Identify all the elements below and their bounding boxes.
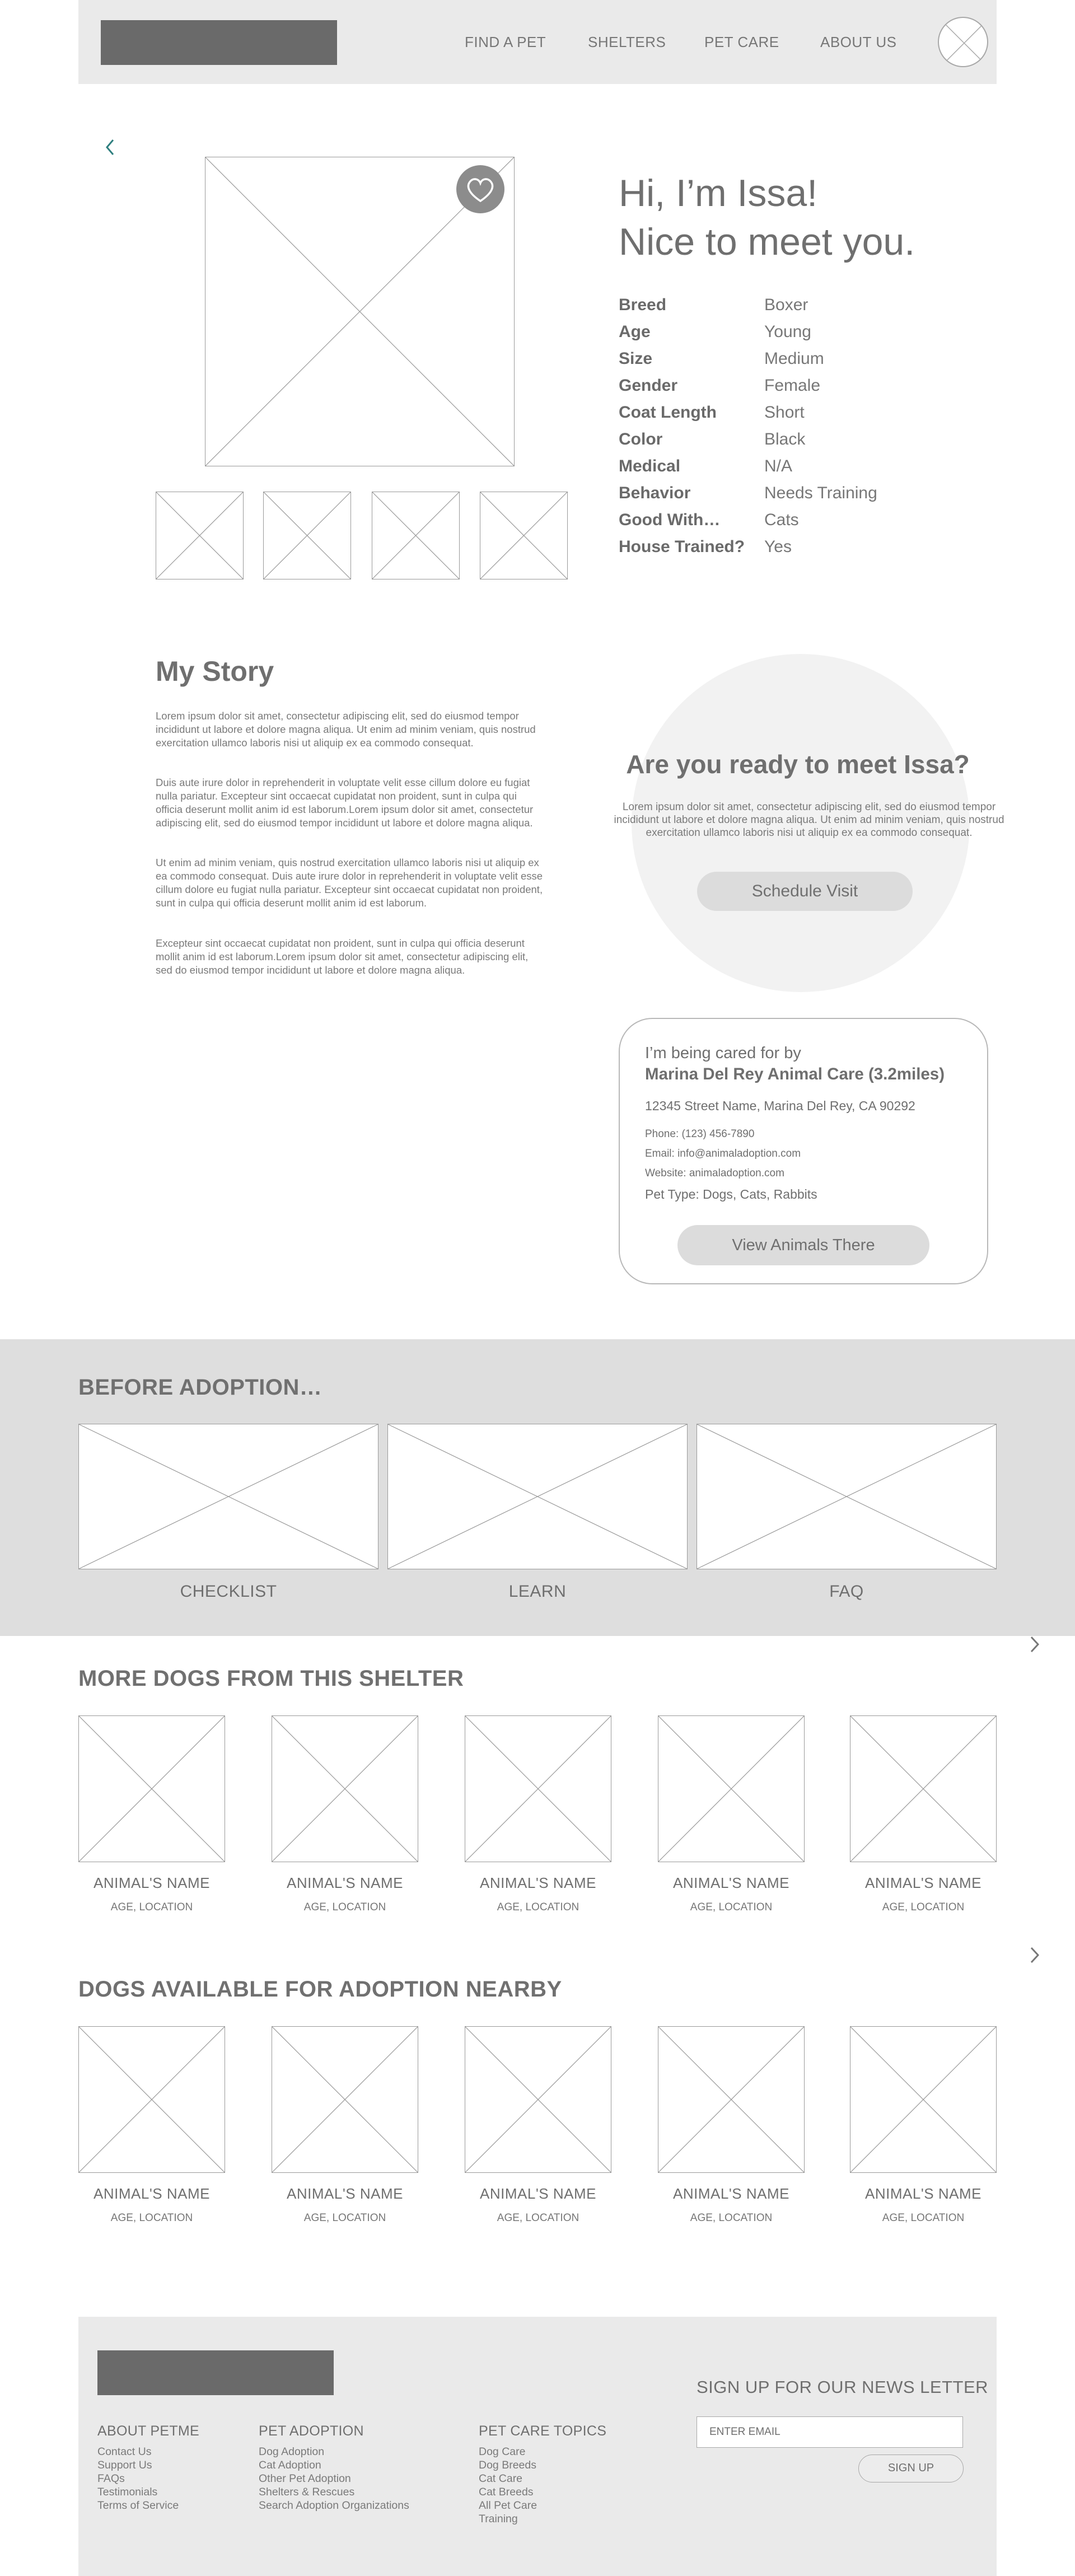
dog-card-image[interactable] xyxy=(78,2026,225,2173)
attr-label-color: Color xyxy=(619,430,663,448)
footer-column-title: PET CARE TOPICS xyxy=(479,2423,607,2439)
dog-card-name[interactable]: ANIMAL'S NAME xyxy=(480,1874,596,1891)
footer-link[interactable]: Dog Care xyxy=(479,2446,526,2458)
shelter-address: 12345 Street Name, Marina Del Rey, CA 90292 xyxy=(645,1098,915,1113)
footer-link[interactable]: Search Adoption Organizations xyxy=(259,2499,409,2512)
attr-value-breed: Boxer xyxy=(764,296,808,314)
footer-link[interactable]: Shelters & Rescues xyxy=(259,2486,355,2498)
story-paragraph: Lorem ipsum dolor sit amet, consectetur adipiscing elit, sed do eiusmod tempor incididunt ut labore et dolore magna aliqua. Ut enim ad minim veniam, quis nostrud exercitation ullamco laboris nisi ut aliquip ex ea commodo consequat. xyxy=(156,710,536,749)
footer-link[interactable]: Terms of Service xyxy=(97,2499,179,2512)
shelter-name[interactable]: Marina Del Rey Animal Care (3.2miles) xyxy=(645,1065,945,1083)
footer-logo[interactable] xyxy=(97,2350,334,2395)
dog-card-name[interactable]: ANIMAL'S NAME xyxy=(673,1874,789,1891)
nav-pet-care[interactable]: PET CARE xyxy=(704,34,779,50)
footer-links-care xyxy=(479,2445,537,2526)
attr-label-behavior: Behavior xyxy=(619,484,691,502)
footer-link[interactable]: All Pet Care xyxy=(479,2499,538,2512)
dog-card-name[interactable]: ANIMAL'S NAME xyxy=(287,1874,403,1891)
user-avatar[interactable] xyxy=(938,17,988,67)
footer-link[interactable]: FAQs xyxy=(97,2472,125,2485)
attr-label-coat-length: Coat Length xyxy=(619,403,717,422)
footer-links-adoption xyxy=(259,2445,409,2512)
dog-card-name[interactable]: ANIMAL'S NAME xyxy=(865,2185,981,2202)
site-header xyxy=(78,0,997,84)
checklist-link[interactable]: CHECKLIST xyxy=(180,1582,277,1601)
footer-link[interactable]: Support Us xyxy=(97,2459,152,2471)
pet-thumbnail[interactable] xyxy=(263,492,351,579)
attr-value-age: Young xyxy=(764,322,811,341)
dog-card-meta: AGE, LOCATION xyxy=(303,2212,386,2224)
shelter-intro: I’m being cared for by xyxy=(645,1044,801,1062)
attr-value-color: Black xyxy=(764,430,806,448)
footer-link[interactable]: Cat Care xyxy=(479,2472,523,2485)
dog-card-name[interactable]: ANIMAL'S NAME xyxy=(94,1874,210,1891)
learn-link[interactable]: LEARN xyxy=(508,1582,567,1601)
dog-card-image[interactable] xyxy=(465,2026,611,2173)
dog-card-meta: AGE, LOCATION xyxy=(690,1901,773,1913)
nearby-dogs-next-chevron-icon[interactable] xyxy=(1025,1941,1044,1969)
favorite-heart-icon[interactable] xyxy=(456,165,504,213)
footer-link[interactable]: Training xyxy=(479,2513,518,2525)
dog-card-name[interactable]: ANIMAL'S NAME xyxy=(480,2185,596,2202)
pet-thumbnail[interactable] xyxy=(156,492,244,579)
dog-card-meta: AGE, LOCATION xyxy=(497,2212,579,2224)
dog-card-name[interactable]: ANIMAL'S NAME xyxy=(865,1874,981,1891)
dog-card-meta: AGE, LOCATION xyxy=(882,2212,965,2224)
dog-card-image[interactable] xyxy=(658,1715,805,1862)
footer-links-about xyxy=(97,2445,179,2512)
story-paragraph: Ut enim ad minim veniam, quis nostrud exercitation ullamco laboris nisi ut aliquip ex ea commodo consequat. Duis aute irure dolor in reprehenderit in voluptate velit esse cillum dolore eu fugiat nulla pariatur. Excepteur sint occaecat cupidatat non proident, sunt in culpa qui officia deserunt mollit anim id est laborum. xyxy=(156,857,543,909)
more-dogs-title: MORE DOGS FROM THIS SHELTER xyxy=(78,1666,464,1691)
pet-thumbnail[interactable] xyxy=(480,492,568,579)
footer-link[interactable]: Testimonials xyxy=(97,2486,158,2498)
nav-find-a-pet[interactable]: FIND A PET xyxy=(465,34,546,50)
before-adoption-title: BEFORE ADOPTION… xyxy=(78,1375,322,1400)
dog-card-meta: AGE, LOCATION xyxy=(497,1901,579,1913)
newsletter-email-input[interactable] xyxy=(697,2416,963,2448)
attr-value-gender: Female xyxy=(764,376,821,395)
attr-value-coat-length: Short xyxy=(764,403,805,422)
dog-card-meta: AGE, LOCATION xyxy=(110,1901,193,1913)
faq-link[interactable]: FAQ xyxy=(829,1582,864,1601)
footer-link[interactable]: Other Pet Adoption xyxy=(259,2472,351,2485)
attr-value-good-with: Cats xyxy=(764,511,799,529)
attr-value-size: Medium xyxy=(764,349,824,368)
dog-card-meta: AGE, LOCATION xyxy=(690,2212,773,2224)
attr-label-age: Age xyxy=(619,322,651,341)
footer-link[interactable]: Contact Us xyxy=(97,2446,152,2458)
footer-link[interactable]: Cat Adoption xyxy=(259,2459,321,2471)
footer-column-title: ABOUT PETME xyxy=(97,2423,200,2439)
attr-label-size: Size xyxy=(619,349,653,368)
nav-shelters[interactable]: SHELTERS xyxy=(588,34,666,50)
dog-card-image[interactable] xyxy=(272,1715,418,1862)
dog-card-image[interactable] xyxy=(658,2026,805,2173)
meet-description: Lorem ipsum dolor sit amet, consectetur adipiscing elit, sed do eiusmod tempor incididunt ut labore et dolore magna aliqua. Ut enim ad minim veniam, quis nostrud exercitation ullamco laboris nisi ut aliquip ex ea commodo consequat. xyxy=(614,801,1004,839)
dog-card-image[interactable] xyxy=(272,2026,418,2173)
dog-card-name[interactable]: ANIMAL'S NAME xyxy=(673,2185,789,2202)
footer-link[interactable]: Dog Adoption xyxy=(259,2446,325,2458)
newsletter-signup-button[interactable]: SIGN UP xyxy=(858,2455,964,2483)
pet-greeting-line2: Nice to meet you. xyxy=(619,221,915,263)
attr-label-good-with: Good With… xyxy=(619,511,721,529)
dog-card-name[interactable]: ANIMAL'S NAME xyxy=(287,2185,403,2202)
attr-label-house-trained: House Trained? xyxy=(619,537,745,556)
footer-link[interactable]: Cat Breeds xyxy=(479,2486,534,2498)
newsletter-title: SIGN UP FOR OUR NEWS LETTER xyxy=(697,2377,989,2397)
nav-about-us[interactable]: ABOUT US xyxy=(820,34,897,50)
more-dogs-next-chevron-icon[interactable] xyxy=(1025,1630,1044,1658)
shelter-phone: Phone: (123) 456-7890 xyxy=(645,1128,755,1140)
back-chevron-icon[interactable] xyxy=(102,133,119,161)
attr-value-behavior: Needs Training xyxy=(764,484,877,502)
story-paragraph: Excepteur sint occaecat cupidatat non proident, sunt in culpa qui officia deserunt mollit anim id est laborum.Lorem ipsum dolor sit amet, consectetur adipiscing elit, sed do eiusmod tempor incididunt ut labore et dolore magna aliqua. xyxy=(156,937,529,976)
pet-greeting-line1: Hi, I’m Issa! xyxy=(619,172,818,214)
attr-value-house-trained: Yes xyxy=(764,537,792,556)
dog-card-meta: AGE, LOCATION xyxy=(303,1901,386,1913)
site-logo[interactable] xyxy=(101,20,337,65)
footer-link[interactable]: Dog Breeds xyxy=(479,2459,536,2471)
faq-card-image[interactable] xyxy=(697,1424,997,1569)
footer-column-title: PET ADOPTION xyxy=(259,2423,364,2439)
story-title: My Story xyxy=(156,656,274,687)
dog-card-meta: AGE, LOCATION xyxy=(882,1901,965,1913)
dog-card-name[interactable]: ANIMAL'S NAME xyxy=(94,2185,210,2202)
attr-value-medical: N/A xyxy=(764,457,793,475)
learn-card-image[interactable] xyxy=(387,1424,688,1569)
shelter-website[interactable]: Website: animaladoption.com xyxy=(645,1167,784,1179)
meet-title: Are you ready to meet Issa? xyxy=(626,750,970,779)
story-paragraph: Duis aute irure dolor in reprehenderit in voluptate velit esse cillum dolore eu fugiat nulla pariatur. Excepteur sint occaecat cupidatat non proident, sunt in culpa qui officia deserunt mollit anim id est laborum.Lorem ipsum dolor sit amet, consectetur adipiscing elit, sed do eiusmod tempor incididunt ut labore et dolore magna aliqua. xyxy=(156,777,534,829)
dog-card-meta: AGE, LOCATION xyxy=(110,2212,193,2224)
pet-thumbnail[interactable] xyxy=(372,492,460,579)
shelter-email[interactable]: Email: info@animaladoption.com xyxy=(645,1148,801,1160)
dog-card-image[interactable] xyxy=(78,1715,225,1862)
schedule-visit-button[interactable]: Schedule Visit xyxy=(697,872,913,911)
shelter-pet-type: Pet Type: Dogs, Cats, Rabbits xyxy=(645,1187,817,1201)
dog-card-image[interactable] xyxy=(850,2026,997,2173)
nearby-dogs-title: DOGS AVAILABLE FOR ADOPTION NEARBY xyxy=(78,1977,562,2002)
attr-label-medical: Medical xyxy=(619,457,681,475)
attr-label-gender: Gender xyxy=(619,376,678,395)
dog-card-image[interactable] xyxy=(850,1715,997,1862)
checklist-card-image[interactable] xyxy=(78,1424,378,1569)
view-animals-button[interactable]: View Animals There xyxy=(677,1225,929,1265)
dog-card-image[interactable] xyxy=(465,1715,611,1862)
attr-label-breed: Breed xyxy=(619,296,667,314)
